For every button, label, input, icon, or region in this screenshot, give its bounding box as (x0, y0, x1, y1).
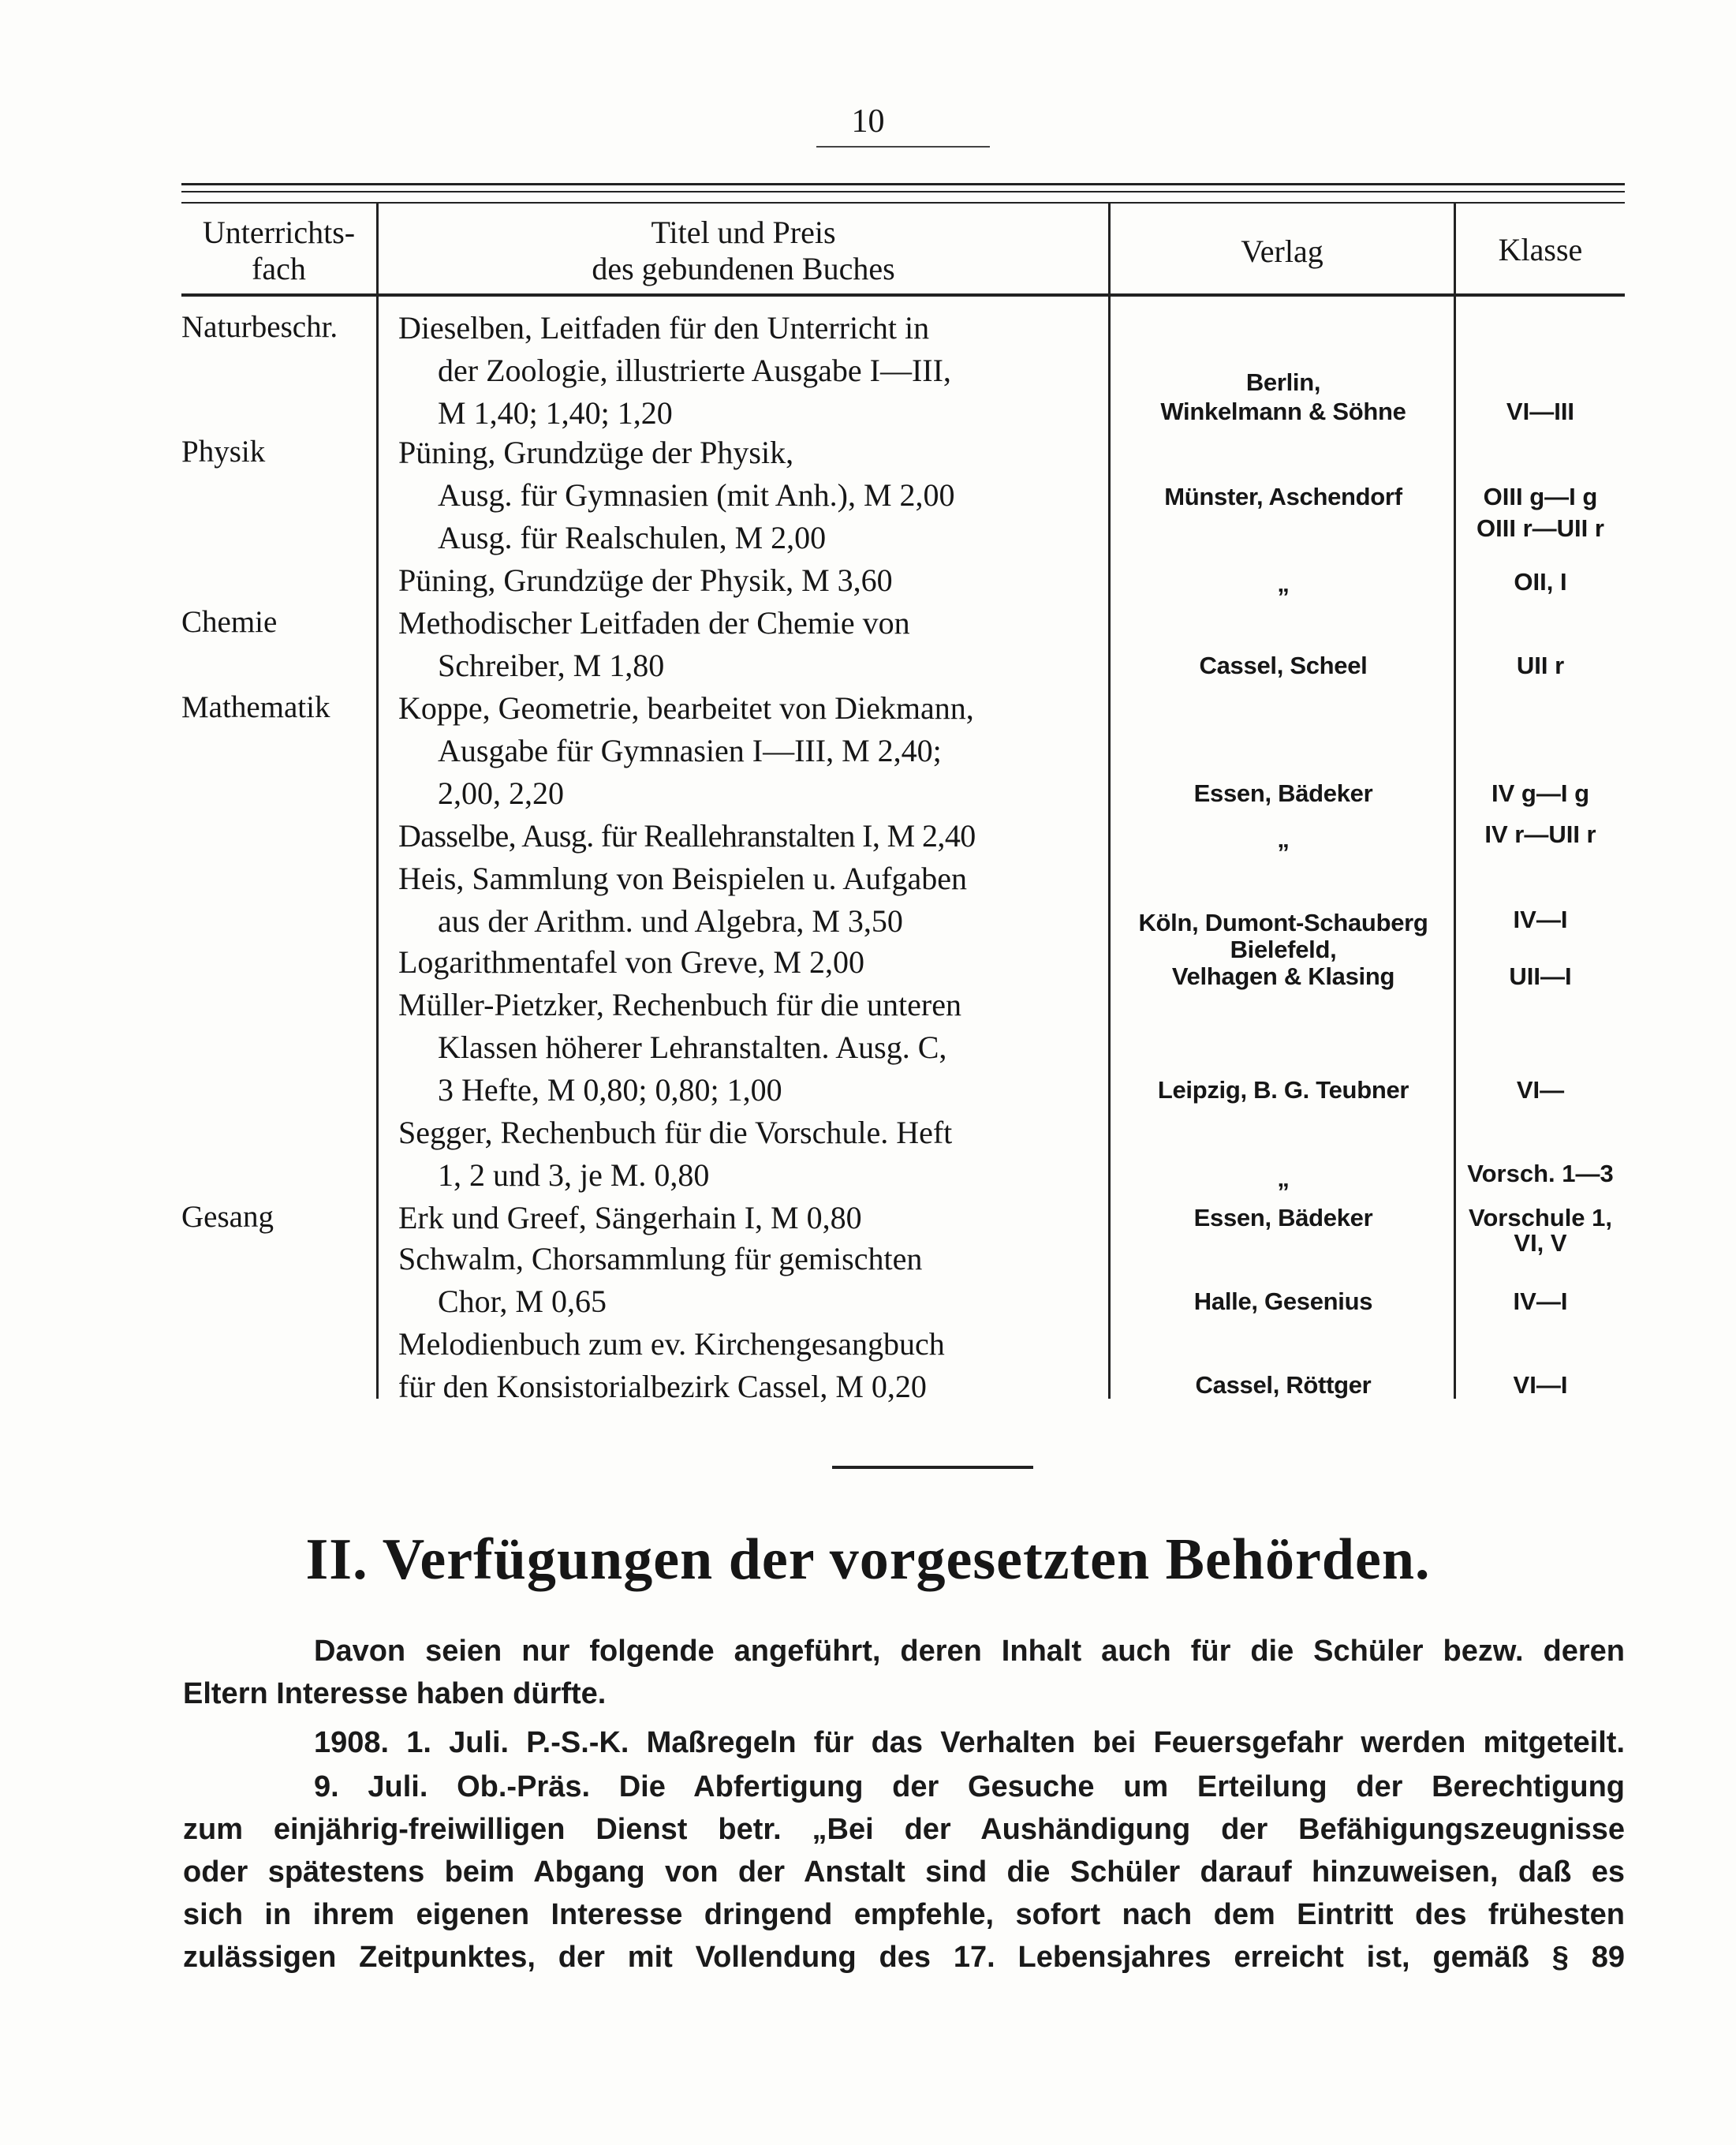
class-entry: Vorschule 1, (1468, 1204, 1613, 1231)
title-line: Ausgabe für Gymnasien I—III, M 2,40; (438, 733, 942, 768)
section-heading: II. Verfügungen der vorgesetzten Behörden. (305, 1527, 1431, 1592)
class-entry: IV r—UII r (1484, 820, 1596, 848)
class-entry: OII, I (1514, 568, 1567, 596)
paragraph-line: 1908. 1. Juli. P.-S.-K. Maßregeln für das Verhalten bei Feuersgefahr werden mitgeteilt. (314, 1726, 1625, 1759)
header-subject-line-1: Unterrichts- (202, 215, 356, 250)
paragraph-line: oder spätestens beim Abgang von der Anstalt sind die Schüler darauf hinzuweisen, daß es (183, 1855, 1625, 1889)
publisher-entry: Halle, Gesenius (1193, 1287, 1373, 1315)
publisher-entry: Bielefeld, (1230, 936, 1337, 963)
publisher-entry: Münster, Aschendorf (1164, 483, 1402, 510)
title-line: Dasselbe, Ausg. für Reallehranstalten I, M 2,40 (398, 818, 976, 854)
publisher-entry: Leipzig, B. G. Teubner (1157, 1076, 1409, 1104)
class-entry: UII—I (1509, 962, 1572, 990)
subject-chemie: Chemie (181, 605, 278, 639)
title-line: Püning, Grundzüge der Physik, M 3,60 (398, 562, 893, 598)
title-line: Erk und Greef, Sängerhain I, M 0,80 (398, 1200, 862, 1235)
title-line: Logarithmentafel von Greve, M 2,00 (398, 944, 864, 980)
publisher-entry: Essen, Bädeker (1193, 1204, 1373, 1231)
title-line: Ausg. für Realschulen, M 2,00 (438, 520, 827, 555)
column-divider-1 (376, 204, 379, 1399)
header-class: Klasse (1498, 232, 1583, 267)
paragraph-line: Eltern Interesse haben dürfte. (183, 1677, 607, 1710)
publisher-entry: Köln, Dumont-Schauberg (1138, 909, 1428, 936)
title-line: Klassen höherer Lehranstalten. Ausg. C, (438, 1030, 947, 1065)
section-divider (832, 1466, 1033, 1469)
table-header-rule (181, 293, 1625, 297)
header-title-line-1: Titel und Preis (651, 215, 836, 250)
title-line: Koppe, Geometrie, bearbeitet von Diekmann, (398, 690, 974, 726)
class-entry: OIII g—I g (1483, 483, 1598, 510)
paragraph-line: zum einjährig-freiwilligen Dienst betr. „Bei der Aushändigung der Befähigungszeugnisse (183, 1813, 1625, 1846)
class-entry: UII r (1516, 652, 1565, 679)
class-entry: Vorsch. 1—3 (1467, 1160, 1614, 1187)
title-line: aus der Arithm. und Algebra, M 3,50 (438, 903, 903, 939)
publisher-entry: Berlin, (1245, 368, 1321, 396)
subject-physik: Physik (181, 435, 266, 469)
class-entry: IV—I (1513, 906, 1568, 933)
subject-gesang: Gesang (181, 1200, 274, 1234)
header-publisher: Verlag (1241, 234, 1323, 269)
title-line: Dieselben, Leitfaden für den Unterricht in (398, 310, 930, 346)
title-line: Melodienbuch zum ev. Kirchengesangbuch (398, 1326, 945, 1362)
paragraph-line: sich in ihrem eigenen Interesse dringend empfehle, sofort nach dem Eintritt des frühesten (183, 1898, 1625, 1931)
table-top-rule-2 (181, 191, 1625, 192)
class-entry: OIII r—UII r (1477, 514, 1604, 542)
header-subject-line-2: fach (252, 251, 306, 286)
title-line: 2,00, 2,20 (438, 775, 564, 811)
title-line: Segger, Rechenbuch für die Vorschule. Heft (398, 1115, 953, 1150)
paragraph-line: Davon seien nur folgende angeführt, deren Inhalt auch für die Schüler bezw. deren (314, 1635, 1625, 1668)
class-entry: VI—I (1513, 1371, 1568, 1399)
header-title-line-2: des gebundenen Buches (592, 251, 895, 286)
publisher-entry: Cassel, Scheel (1199, 652, 1368, 679)
header-subject (181, 215, 376, 287)
subject-mathematik: Mathematik (181, 690, 330, 724)
publisher-entry: „ (1277, 1164, 1290, 1192)
title-line: Methodischer Leitfaden der Chemie von (398, 605, 910, 641)
title-line: Heis, Sammlung von Beispielen u. Aufgaben (398, 861, 968, 896)
title-line: Schwalm, Chorsammlung für gemischten (398, 1241, 923, 1276)
paragraph-line: 9. Juli. Ob.-Präs. Die Abfertigung der Gesuche um Erteilung der Berechtigung (314, 1770, 1625, 1803)
publisher-entry: Cassel, Röttger (1195, 1371, 1372, 1399)
publisher-entry: Essen, Bädeker (1193, 779, 1373, 807)
class-entry: IV—I (1513, 1287, 1568, 1315)
title-line: M 1,40; 1,40; 1,20 (438, 395, 673, 431)
title-line: Püning, Grundzüge der Physik, (398, 435, 794, 470)
page-number-rule (816, 146, 990, 148)
page-number: 10 (851, 103, 885, 140)
table-top-rule-1 (181, 183, 1625, 185)
publisher-entry: „ (1277, 825, 1290, 853)
class-entry: VI, V (1514, 1229, 1567, 1257)
class-entry: VI—III (1506, 398, 1575, 425)
title-line: Ausg. für Gymnasien (mit Anh.), M 2,00 (438, 477, 955, 513)
publisher-entry: Winkelmann & Söhne (1160, 398, 1406, 425)
subject-naturbeschreibung: Naturbeschr. (181, 310, 338, 344)
publisher-entry: „ (1277, 570, 1290, 597)
table-top-rule-3 (181, 202, 1625, 204)
title-line: Schreiber, M 1,80 (438, 648, 665, 683)
class-entry: IV g—I g (1491, 779, 1589, 807)
title-line: Chor, M 0,65 (438, 1284, 607, 1319)
header-title (379, 215, 1108, 287)
class-entry: VI— (1516, 1076, 1565, 1104)
title-line: 1, 2 und 3, je M. 0,80 (438, 1157, 710, 1193)
title-line: 3 Hefte, M 0,80; 0,80; 1,00 (438, 1072, 782, 1108)
publisher-entry: Velhagen & Klasing (1171, 962, 1395, 990)
paragraph-line: zulässigen Zeitpunktes, der mit Vollendung des 17. Lebensjahres erreicht ist, gemäß § 89 (183, 1941, 1625, 1974)
title-line: Müller-Pietzker, Rechenbuch für die unteren (398, 987, 961, 1022)
title-line: für den Konsistorialbezirk Cassel, M 0,20 (398, 1369, 927, 1404)
title-line: der Zoologie, illustrierte Ausgabe I—III, (438, 353, 951, 388)
